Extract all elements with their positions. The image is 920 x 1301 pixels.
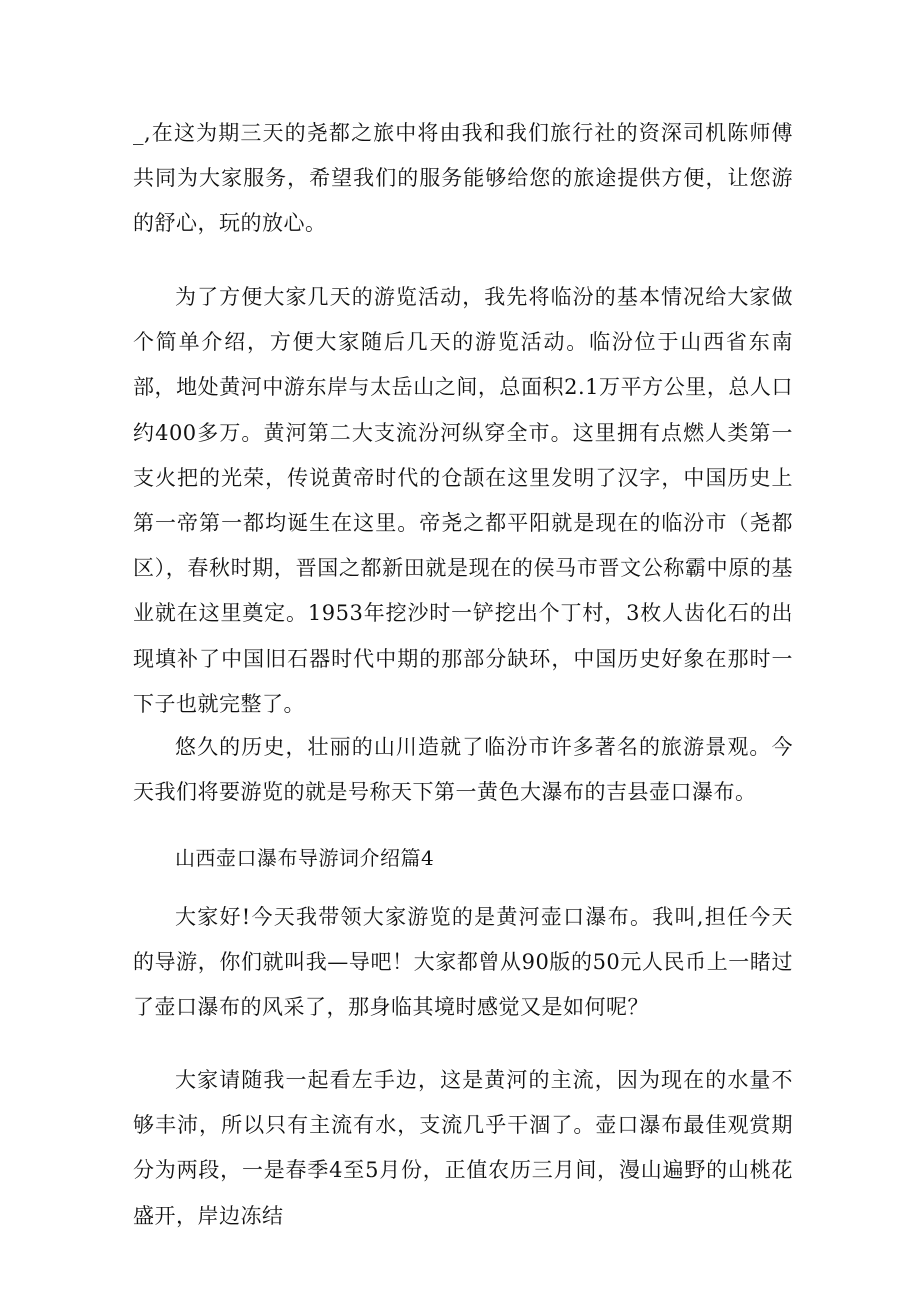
paragraph-main-stream: 大家请随我一起看左手边，这是黄河的主流，因为现在的水量不够丰沛，所以只有主流有水，支流几乎干涸了。壶口瀑布最佳观赏期分为两段，一是春季4至5月份，正值农历三月间，漫山遍野的山桃花盛开，岸边冻结	[133, 1068, 793, 1228]
paragraph-intro: _,在这为期三天的尧都之旅中将由我和我们旅行社的资深司机陈师傅共同为大家服务，希望我们的服务能够给您的旅途提供方便，让您游的舒心，玩的放心。	[133, 121, 793, 236]
paragraph-linfen-overview: 为了方便大家几天的游览活动，我先将临汾的基本情况给大家做个简单介绍，方便大家随后几天的游览活动。临汾位于山西省东南部，地处黄河中游东岸与太岳山之间，总面积2.1万平方公里，总人口约400多万。黄河第二大支流汾河纵穿全市。这里拥有点燃人类第一支火把的光荣，传说黄帝时代的仓颉在这里发明了汉字，中国历史上第一帝第一都均诞生在这里。帝尧之都平阳就是现在的临汾市（尧都区），春秋时期，晋国之都新田就是现在的侯马市晋文公称霸中原的基业就在这里奠定。1953年挖沙时一铲挖出个丁村，3枚人齿化石的出现填补了中国旧石器时代中期的那部分缺环，中国历史好象在那时一下子也就完整了。	[133, 285, 793, 716]
section-heading: 山西壶口瀑布导游词介绍篇4	[175, 846, 435, 870]
paragraph-greeting: 大家好!今天我带领大家游览的是黄河壶口瀑布。我叫,担任今天的导游，你们就叫我—导吧！大家都曾从90版的50元人民币上一睹过了壶口瀑布的风采了，那身临其境时感觉又是如何呢？	[133, 905, 793, 1020]
paragraph-scenery: 悠久的历史，壮丽的山川造就了临汾市许多著名的旅游景观。今天我们将要游览的就是号称天下第一黄色大瀑布的吉县壶口瀑布。	[133, 735, 793, 805]
